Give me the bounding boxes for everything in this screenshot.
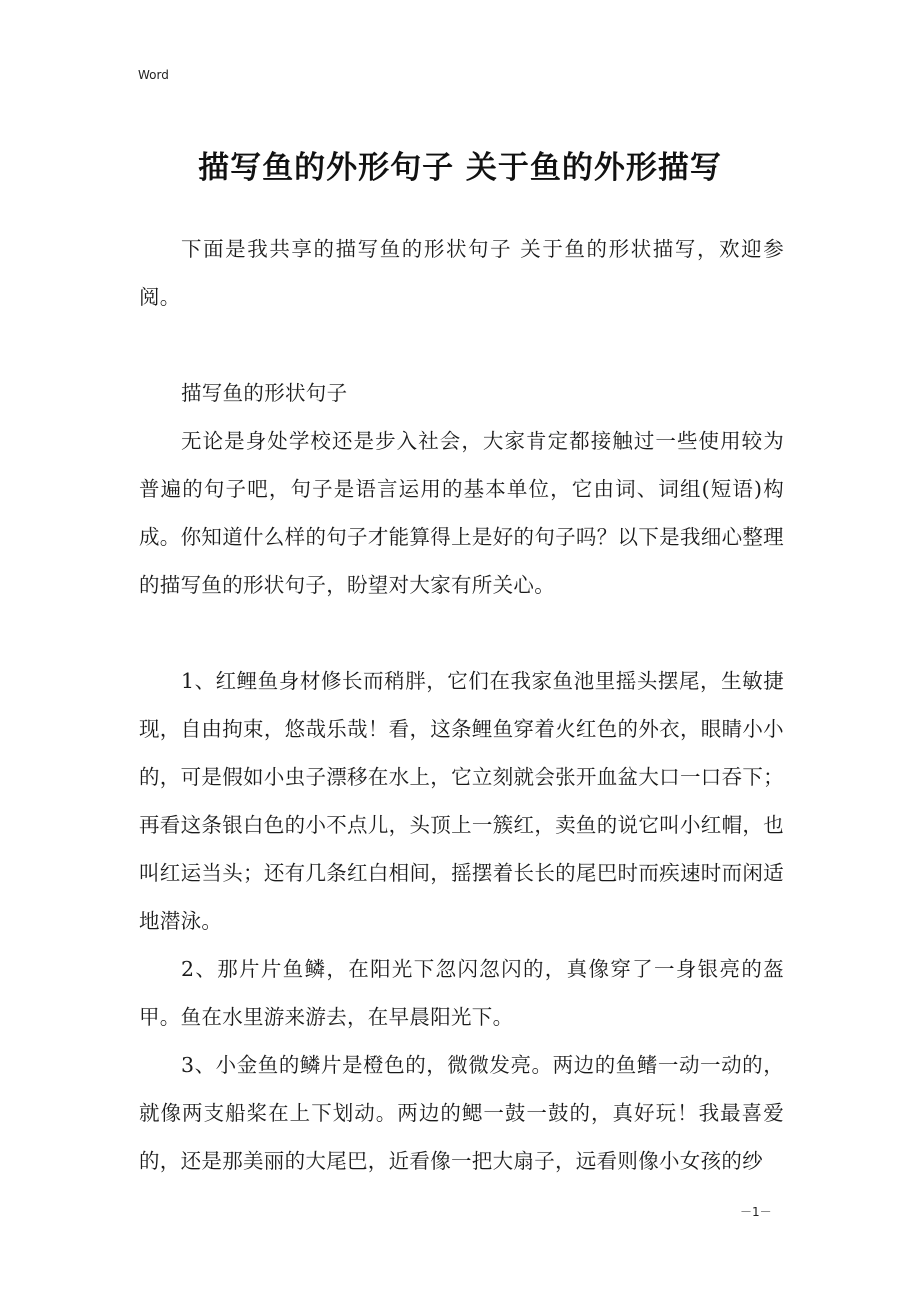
intro-paragraph: 下面是我共享的描写鱼的形状句子 关于鱼的形状描写，欢迎参阅。 <box>139 237 784 309</box>
page-number: －1－ <box>740 1205 772 1219</box>
document-title: 描写鱼的外形句子 关于鱼的外形描写 <box>198 150 722 186</box>
item-paragraph-1: 1、红鲤鱼身材修长而稍胖，它们在我家鱼池里摇头摆尾，生敏捷现，自由拘束，悠哉乐哉！看，这条鲤鱼穿着火红色的外衣，眼睛小小的，可是假如小虫子漂移在水上，它立刻就会张开血盆大口一口吞下；再看这条银白色的小不点儿，头顶上一簇红，卖鱼的说它叫小红帽，也叫红运当头；还有几条红白相间，摇摆着长长的尾巴时而疾速时而闲适地潜泳。 <box>139 669 784 933</box>
item-paragraph-3: 3、小金鱼的鳞片是橙色的，微微发亮。两边的鱼鳍一动一动的，就像两支船桨在上下划动。两边的鳃一鼓一鼓的，真好玩！我最喜爱的，还是那美丽的大尾巴，近看像一把大扇子，远看则像小女孩的纱 <box>139 1053 784 1173</box>
item-paragraph-2: 2、那片片鱼鳞，在阳光下忽闪忽闪的，真像穿了一身银亮的盔甲。鱼在水里游来游去，在早晨阳光下。 <box>139 957 784 1029</box>
section-heading: 描写鱼的形状句子 <box>181 381 348 405</box>
paragraph-spacer <box>139 609 784 657</box>
general-paragraph: 无论是身处学校还是步入社会，大家肯定都接触过一些使用较为普遍的句子吧，句子是语言运用的基本单位，它由词、词组(短语)构成。你知道什么样的句子才能算得上是好的句子吗？以下是我细心整理的描写鱼的形状句子，盼望对大家有所关心。 <box>139 429 784 597</box>
document-body <box>139 225 784 1185</box>
paragraph-spacer <box>139 321 784 369</box>
header-label: Word <box>138 68 169 82</box>
